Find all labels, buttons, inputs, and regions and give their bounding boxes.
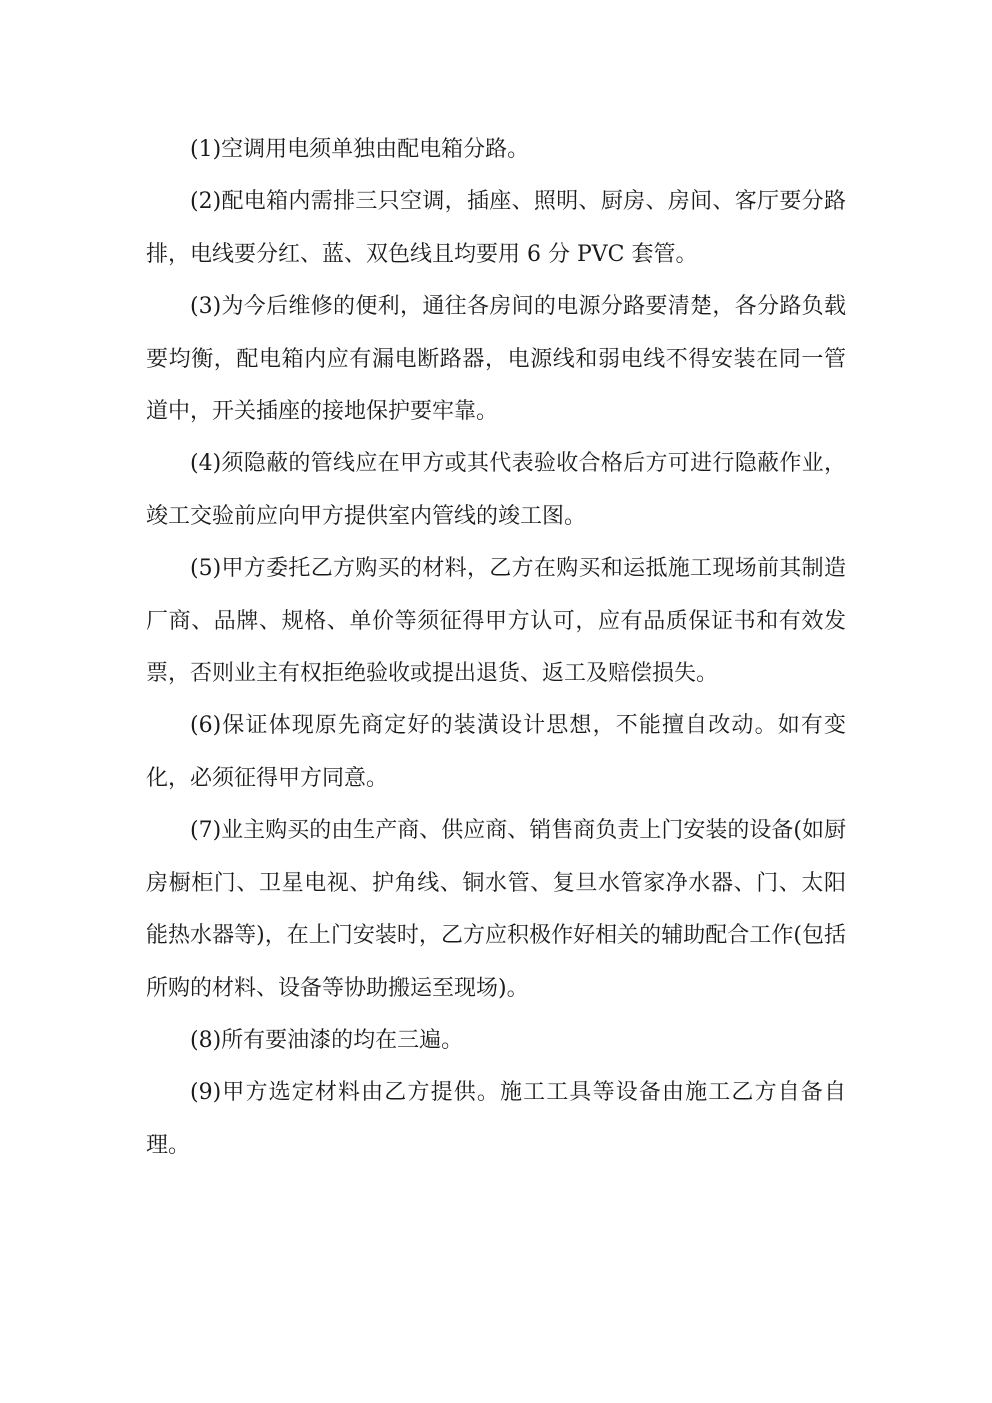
paragraph-2: (2)配电箱内需排三只空调，插座、照明、厨房、房间、客厅要分路排，电线要分红、蓝、双色线且均要用 6 分 PVC 套管。 [146,189,846,267]
paragraph-9: (9)甲方选定材料由乙方提供。施工工具等设备由施工乙方自备自理。 [146,1080,846,1158]
paragraph-3: (3)为今后维修的便利，通往各房间的电源分路要清楚，各分路负载要均衡，配电箱内应有漏电断路器，电源线和弱电线不得安装在同一管道中，开关插座的接地保护要牢靠。 [146,294,846,425]
paragraph-4: (4)须隐蔽的管线应在甲方或其代表验收合格后方可进行隐蔽作业，竣工交验前应向甲方提供室内管线的竣工图。 [146,451,846,529]
paragraph-8: (8)所有要油漆的均在三遍。 [190,1027,464,1053]
paragraph-7: (7)业主购买的由生产商、供应商、销售商负责上门安装的设备(如厨房橱柜门、卫星电视、护角线、铜水管、复旦水管家净水器、门、太阳能热水器等)，在上门安装时，乙方应积极作好相关的辅助配合工作(包括所购的材料、设备等协助搬运至现场)。 [146,818,846,1001]
paragraph-6: (6)保证体现原先商定好的装潢设计思想，不能擅自改动。如有变化，必须征得甲方同意。 [146,713,846,791]
document-body [146,124,846,1172]
paragraph-5: (5)甲方委托乙方购买的材料，乙方在购买和运抵施工现场前其制造厂商、品牌、规格、单价等须征得甲方认可，应有品质保证书和有效发票，否则业主有权拒绝验收或提出退货、返工及赔偿损失。 [146,556,846,687]
paragraph-1: (1)空调用电须单独由配电箱分路。 [190,137,530,162]
